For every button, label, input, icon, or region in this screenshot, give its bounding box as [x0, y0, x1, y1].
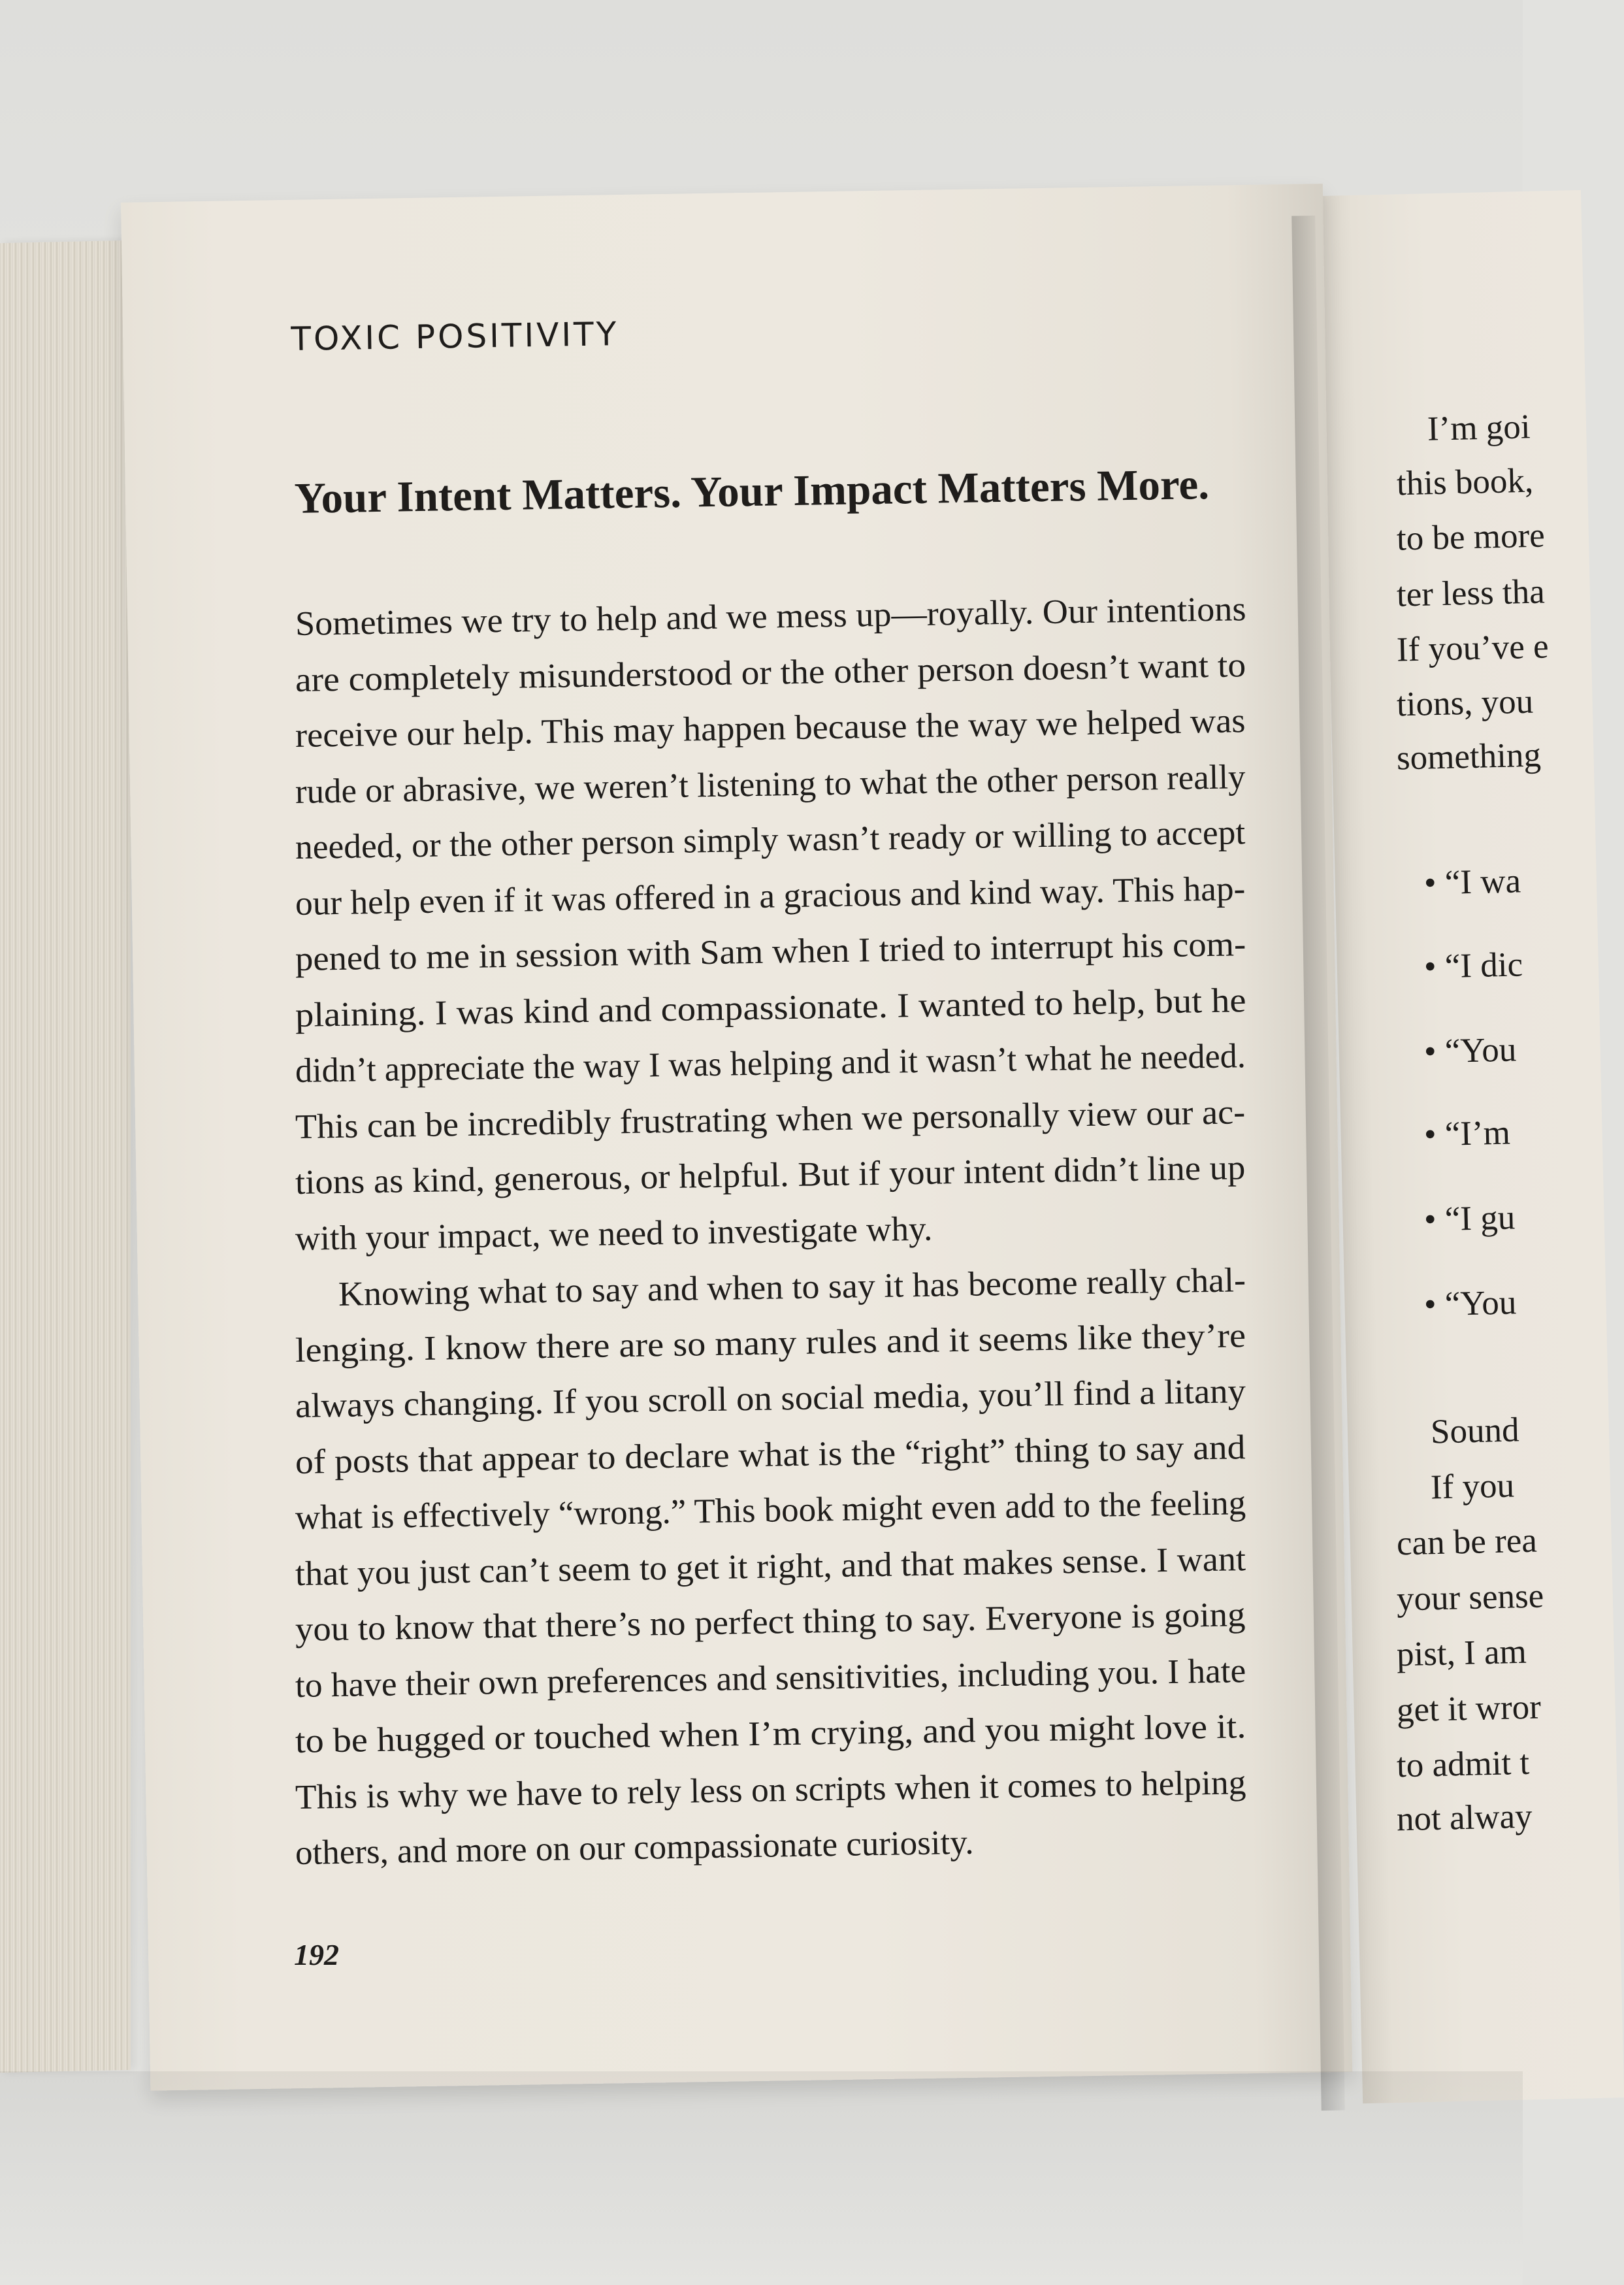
- right-line: this book,: [1396, 461, 1534, 503]
- body-line: tions as kind, generous, or helpful. But if your intent didn’t line up: [295, 1149, 1246, 1202]
- right-line: If you: [1430, 1466, 1515, 1507]
- right-line: If you’ve e: [1396, 627, 1550, 669]
- right-bullet-item: • “You: [1423, 1283, 1517, 1324]
- body-line: plaining. I was kind and compassionate. I wanted to help, but he: [295, 981, 1246, 1034]
- body-line: rude or abrasive, we weren’t listening to what the other person really: [295, 757, 1246, 811]
- right-line: not alway: [1396, 1797, 1533, 1839]
- body-line: This can be incredibly frustrating when we personally view our ac-: [295, 1093, 1246, 1146]
- right-line: your sense: [1396, 1577, 1544, 1619]
- right-line: to admit t: [1396, 1743, 1530, 1785]
- body-line: you to know that there’s no perfect thing to say. Everyone is going: [295, 1596, 1246, 1649]
- right-line: I’m goi: [1427, 408, 1531, 448]
- right-bullet-item: • “I gu: [1423, 1198, 1516, 1239]
- body-line: receive our help. This may happen because the way we helped was: [295, 702, 1246, 755]
- page-number: 192: [294, 1938, 339, 1971]
- right-line: ter less tha: [1396, 572, 1546, 614]
- body-line: always changing. If you scroll on social media, you’ll find a litany: [295, 1372, 1246, 1425]
- body-line: what is effectively “wrong.” This book might even add to the feeling: [295, 1484, 1246, 1537]
- body-line: others, and more on our compassionate curiosity.: [295, 1823, 974, 1872]
- right-bullet-item: • “You: [1423, 1030, 1517, 1071]
- body-line: to have their own preferences and sensitivities, including you. I hate: [295, 1651, 1246, 1705]
- right-line: tions, you: [1396, 682, 1534, 724]
- body-line: with your impact, we need to investigate why.: [295, 1209, 933, 1258]
- section-heading: Your Intent Matters. Your Impact Matters More.: [294, 460, 1210, 523]
- body-line: pened to me in session with Sam when I tried to interrupt his com-: [295, 925, 1246, 978]
- right-page-text: [1320, 196, 1550, 2156]
- right-line: pist, I am: [1396, 1632, 1527, 1674]
- body-line: that you just can’t seem to get it right, and that makes sense. I want: [295, 1539, 1246, 1593]
- body-line: lenging. I know there are so many rules and it seems like they’re: [295, 1316, 1246, 1370]
- body-line: of posts that appear to declare what is the “right” thing to say and: [295, 1428, 1246, 1481]
- right-bullet-item: • “I’m: [1423, 1113, 1511, 1154]
- body-line: This is why we have to rely less on scripts when it comes to helping: [295, 1763, 1246, 1816]
- right-line: get it wror: [1396, 1688, 1542, 1730]
- body-line: our help even if it was offered in a gracious and kind way. This hap-: [295, 869, 1246, 923]
- page-block-edge: [0, 240, 131, 2073]
- right-line: Sound: [1430, 1411, 1520, 1451]
- body-line: to be hugged or touched when I’m crying, and you might love it.: [295, 1707, 1246, 1760]
- table-surface: [0, 2071, 1523, 2285]
- right-bullet-item: • “I wa: [1423, 862, 1521, 902]
- right-line: to be more: [1396, 516, 1546, 558]
- body-line: didn’t appreciate the way I was helping and it wasn’t what he needed.: [295, 1037, 1246, 1090]
- running-head: TOXIC POSITIVITY: [291, 315, 619, 358]
- body-line: Sometimes we try to help and we mess up—royally. Our intentions: [295, 590, 1246, 643]
- right-bullet-item: • “I dic: [1423, 945, 1523, 986]
- body-line: Knowing what to say and when to say it has become really chal-: [338, 1261, 1246, 1313]
- right-line: something: [1396, 736, 1542, 778]
- body-line: are completely misunderstood or the other person doesn’t want to: [295, 646, 1246, 699]
- right-line: can be rea: [1396, 1521, 1538, 1563]
- body-line: needed, or the other person simply wasn’t ready or willing to accept: [295, 814, 1246, 866]
